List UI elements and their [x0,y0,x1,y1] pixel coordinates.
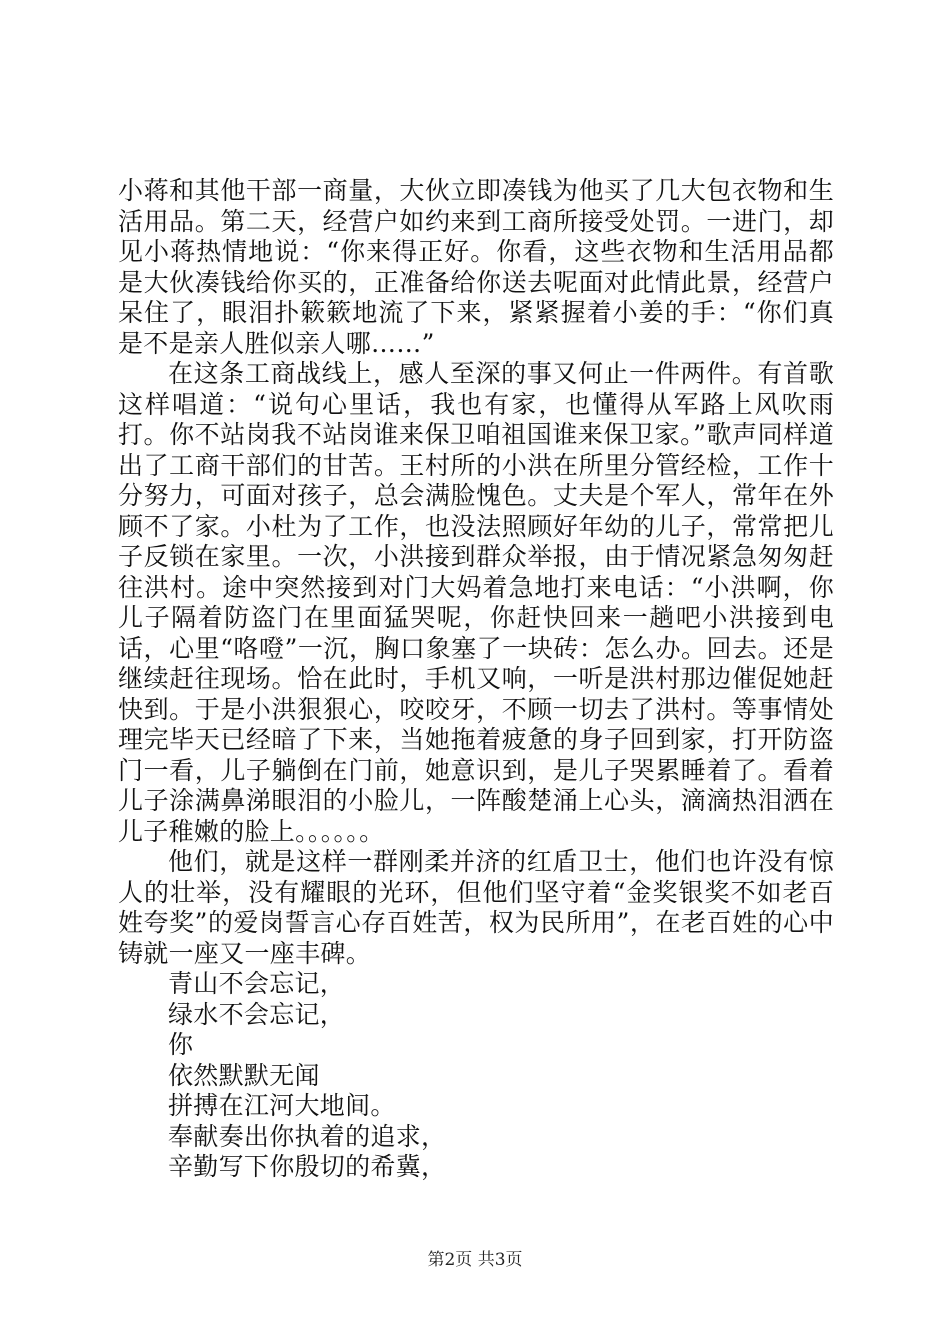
page-number: 第2页 共3页 [427,1250,523,1270]
paragraph-1: 小蒋和其他干部一商量，大伙立即凑钱为他买了几大包衣物和生活用品。第二天，经营户如约来到工商所接受处罚。一进门，却见小蒋热情地说：“你来得正好。你看，这些衣物和生活用品都是大伙凑钱给你买的，正准备给你送去呢面对此情此景，经营户呆住了，眼泪扑簌簌地流了下来，紧紧握着小姜的手：“你们真是不是亲人胜似亲人哪……” [118,176,834,358]
poem-line: 绿水不会忘记， [168,999,346,1029]
document-body [118,176,834,1183]
poem [118,969,834,1183]
poem-line: 你 [168,1030,194,1059]
paragraph-3: 他们，就是这样一群刚柔并济的红盾卫士，他们也许没有惊人的壮举，没有耀眼的光环，但他们坚守着“金奖银奖不如老百姓夸奖”的爱岗誓言心存百姓苦，权为民所用”，在老百姓的心中铸就一座又一座丰碑。 [118,847,834,968]
poem-line: 辛勤写下你殷切的希冀， [168,1152,447,1181]
poem-line: 奉献奏出你执着的追求， [168,1121,447,1151]
poem-line: 依然默默无闻 [168,1060,320,1090]
poem-line: 青山不会忘记， [168,969,346,998]
poem-line: 拼搏在江河大地间。 [168,1091,396,1120]
paragraph-2: 在这条工商战线上，感人至深的事又何止一件两件。有首歌这样唱道：“说句心里话，我也有家，也懂得从军路上风吹雨打。你不站岗我不站岗谁来保卫咱祖国谁来保卫家。”歌声同样道出了工商干部们的甘苦。王村所的小洪在所里分管经检，工作十分努力，可面对孩子，总会满脸愧色。丈夫是个军人，常年在外顾不了家。小杜为了工作，也没法照顾好年幼的儿子，常常把儿子反锁在家里。一次，小洪接到群众举报，由于情况紧急匆匆赶往洪村。途中突然接到对门大妈着急地打来电话：“小洪啊，你儿子隔着防盗门在里面猛哭呢，你赶快回来一趟吧小洪接到电话，心里“咯噔”一沉，胸口象塞了一块砖：怎么办。回去。还是继续赶往现场。恰在此时，手机又响，一听是洪村那边催促她赶快到。于是小洪狠狠心，咬咬牙，不顾一切去了洪村。等事情处理完毕天已经暗了下来，当她拖着疲惫的身子回到家，打开防盗门一看，儿子躺倒在门前，她意识到，是儿子哭累睡着了。看着儿子涂满鼻涕眼泪的小脸儿，一阵酸楚涌上心头，滴滴热泪洒在儿子稚嫩的脸上。。。。。。 [118,359,834,846]
